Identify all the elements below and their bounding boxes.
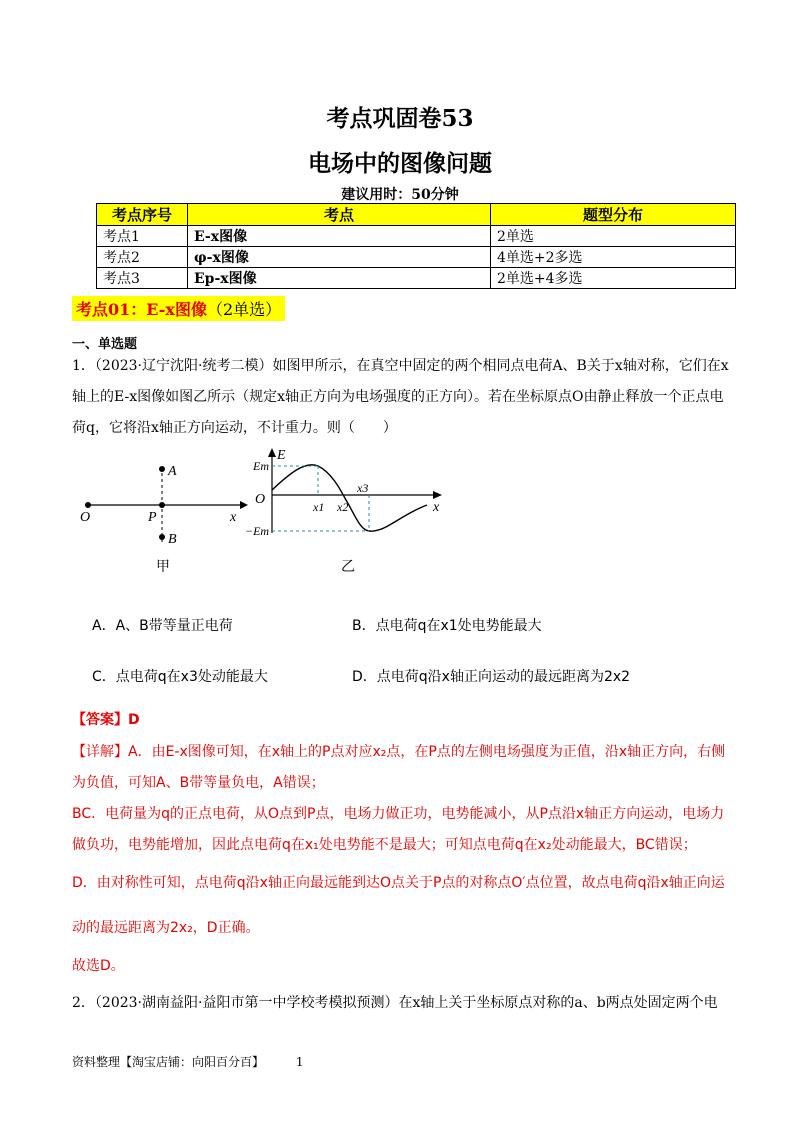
question-source: （2023·辽宁沈阳·统考二模） [94, 358, 273, 374]
e-x-curve [272, 465, 427, 531]
table-cell: 考点1 [97, 226, 188, 247]
figure-yi [245, 445, 455, 580]
section-heading-note: （2单选） [206, 300, 282, 319]
question-text: 在x轴上关于坐标原点对称的a、b两点处固定两个电 [398, 995, 718, 1011]
figure-jia [72, 455, 252, 575]
table-cell: 考点3 [97, 268, 188, 289]
arrow-icon [268, 448, 276, 457]
label-o: O [80, 510, 91, 525]
origin-point [85, 502, 91, 508]
question-2-stem [72, 988, 732, 1019]
label-x: x [230, 510, 237, 525]
section-heading-label: 考点01：E-x图像 [76, 300, 207, 319]
table-header-row [97, 204, 736, 226]
answer-detail-d: D．由对称性可知，点电荷q沿x轴正向最远能到达O点关于P点的对称点O′点位置，故点电荷q沿x轴正向运动的最远距离为2x₂，D正确。 [72, 875, 725, 936]
header-cell: 考点序号 [97, 204, 188, 226]
label-e: E [277, 448, 286, 463]
page-number: 1 [295, 1055, 304, 1069]
table-cell: 考点2 [97, 247, 188, 268]
option-a[interactable]: A．A、B带等量正电荷 [92, 618, 233, 634]
table-row [97, 247, 736, 268]
table-cell: 2单选+4多选 [491, 268, 736, 289]
point-p [159, 502, 165, 508]
figure-caption: 乙 [341, 560, 355, 575]
table-cell: φ-x图像 [188, 247, 491, 268]
label-x: x [433, 500, 440, 515]
answer-detail-bc: BC．电荷量为q的正点电荷，从O点到P点，电场力做正功，电势能减小，从P点沿x轴正方向运动，电场力做负功，电势能增加，因此点电荷q在x₁处电势能不是最大；可知点电荷q在x₂处动能最大，BC错误； [72, 806, 725, 853]
page-subtitle: 电场中的图像问题 [308, 150, 492, 177]
table-cell: E-x图像 [188, 226, 491, 247]
label-p: P [148, 510, 157, 525]
answer-label: 【答案】D [72, 712, 140, 728]
table-row [97, 226, 736, 247]
question-type-heading: 一、单选题 [72, 337, 138, 352]
charge-a [159, 466, 165, 472]
table-row [97, 268, 736, 289]
footer-text: 资料整理【淘宝店铺：向阳百分百】 [72, 1055, 265, 1069]
label-a: A [168, 464, 177, 479]
option-d[interactable]: D．点电荷q沿x轴正向运动的最远距离为2x2 [352, 669, 631, 685]
question-source: （2023·湖南益阳·益阳市第一中学校考模拟预测） [94, 995, 399, 1011]
label-b: B [168, 532, 177, 547]
option-b[interactable]: B．点电荷q在x1处电势能最大 [352, 618, 542, 634]
section-heading [72, 296, 285, 321]
question-number: 1． [72, 358, 95, 374]
option-c[interactable]: C．点电荷q在x3处动能最大 [92, 669, 268, 685]
table-cell: 2单选 [491, 226, 736, 247]
page-title: 考点巩固卷53 [326, 105, 474, 132]
arrow-icon [433, 491, 442, 499]
header-cell: 题型分布 [491, 204, 736, 226]
table-cell: 4单选+2多选 [491, 247, 736, 268]
label-x2: x2 [337, 500, 349, 514]
label-o: O [255, 492, 266, 507]
answer-detail-a: 【详解】A．由E-x图像可知，在x轴上的P点对应x₂点，在P点的左侧电场强度为正值，沿x轴正方向，右侧为负值，可知A、B带等量负电，A错误； [72, 744, 726, 791]
page-footer [72, 1053, 303, 1070]
charge-b [159, 534, 165, 540]
label-em: Em [253, 459, 269, 473]
header-cell: 考点 [188, 204, 491, 226]
time-hint: 建议用时：50分钟 [341, 187, 459, 203]
label-neg-em: −Em [245, 524, 270, 538]
question-number: 2． [72, 995, 95, 1011]
question-text: 如图甲所示，在真空中固定的两个相同点电荷A、B关于x轴对称，它们在x轴上的E-x图像如图乙所示（规定x轴正方向为电场强度的正方向）。若在坐标原点O由静止释放一个正点电荷q，它将沿x轴正方向运动，不计重力。则（ ） [72, 358, 729, 436]
answer-choice: 故选D。 [72, 958, 125, 974]
figure-caption: 甲 [156, 560, 170, 575]
label-x3: x3 [357, 481, 369, 495]
question-1-stem [72, 351, 732, 444]
table-cell: Ep-x图像 [188, 268, 491, 289]
label-x1: x1 [313, 500, 325, 514]
summary-table [96, 203, 736, 289]
